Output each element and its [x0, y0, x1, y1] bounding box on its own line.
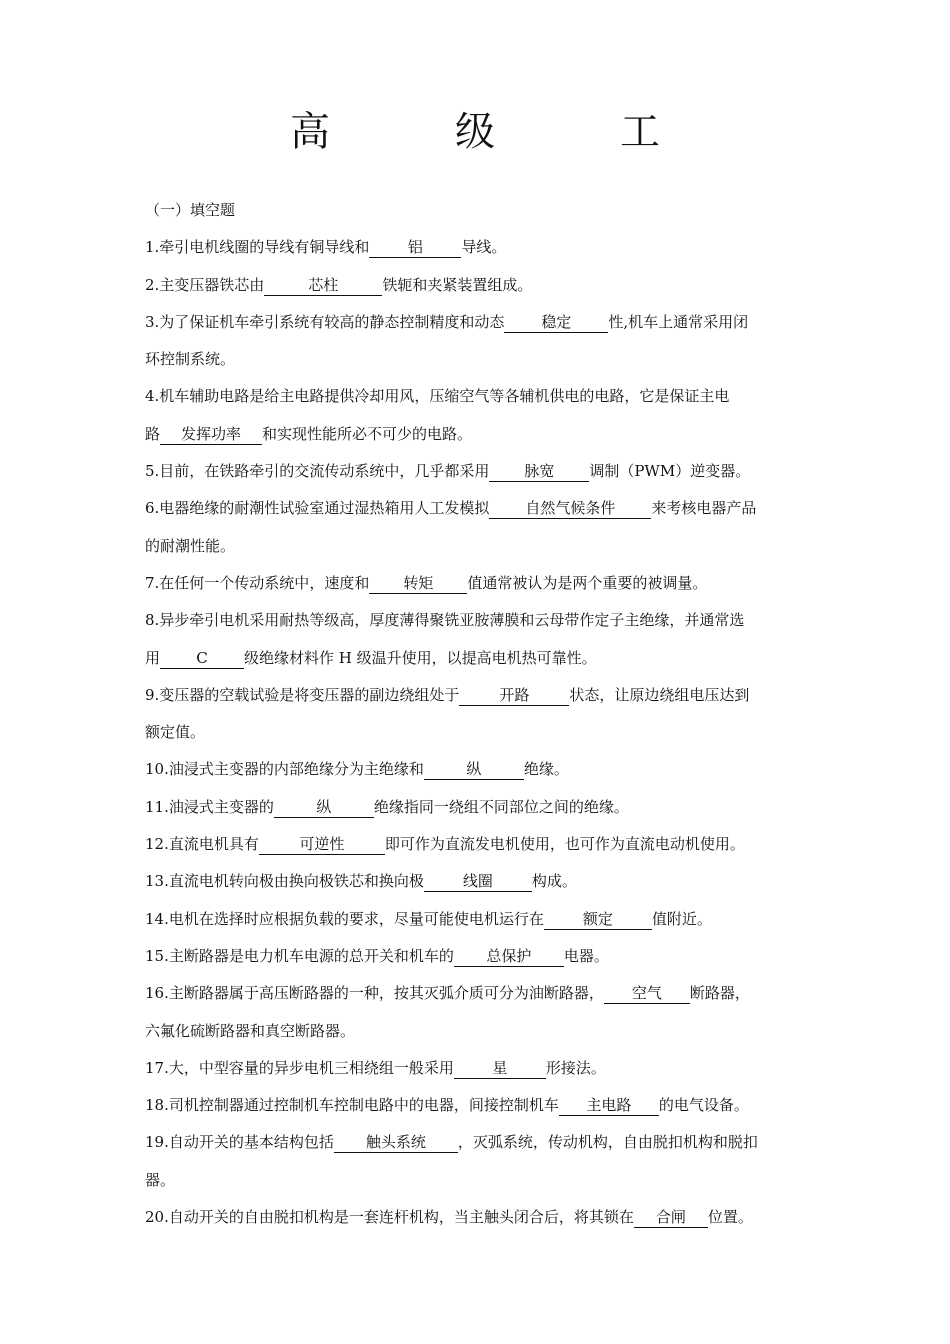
question-line — [145, 416, 810, 453]
answer-blank: 开路 — [459, 686, 569, 706]
answer-blank: 主电路 — [559, 1096, 659, 1116]
question-text: 14.电机在选择时应根据负载的要求，尽量可能使电机运行在 — [145, 909, 544, 928]
question-line — [145, 602, 810, 639]
question-line — [145, 751, 810, 788]
answer-blank: 总保护 — [454, 947, 564, 967]
question-text: 17.大，中型容量的异步电机三相绕组一般采用 — [145, 1058, 454, 1077]
question-line — [145, 938, 810, 975]
question-text: 导线。 — [461, 238, 507, 257]
question-text: 1.牵引电机线圈的导线有铜导线和 — [145, 238, 370, 257]
question-text: 和实现性能所必不可少的电路。 — [262, 424, 473, 443]
question-line — [145, 1199, 810, 1236]
question-text: 12.直流电机具有 — [145, 835, 259, 854]
question-text: 18.司机控制器通过控制机车控制电路中的电器，间接控制机车 — [145, 1096, 559, 1115]
question-line — [145, 1050, 810, 1087]
question-text: 19.自动开关的基本结构包括 — [145, 1133, 334, 1152]
question-text: 的耐潮性能。 — [145, 536, 236, 555]
question-text: 断路器， — [689, 984, 750, 1003]
page-title — [0, 106, 950, 158]
question-line — [145, 229, 810, 266]
question-text: 10.油浸式主变器的内部绝缘分为主绝缘和 — [145, 760, 424, 779]
answer-blank: C — [160, 649, 244, 669]
question-text: 5.目前，在铁路牵引的交流传动系统中，几乎都采用 — [145, 462, 490, 481]
question-text: 器。 — [145, 1170, 176, 1189]
answer-blank: 线圈 — [424, 872, 532, 892]
question-line — [145, 714, 810, 751]
question-text: 值附近。 — [651, 909, 712, 928]
question-text: 的电气设备。 — [658, 1096, 749, 1115]
question-text: 性,机车上通常采用闭 — [608, 312, 749, 331]
question-line — [145, 901, 810, 938]
question-text: 形接法。 — [545, 1058, 606, 1077]
question-line — [145, 677, 810, 714]
question-text: 状态，让原边绕组电压达到 — [569, 685, 750, 704]
question-text: 3.为了保证机车牵引系统有较高的静态控制精度和动态 — [145, 312, 505, 331]
answer-blank: 芯柱 — [264, 276, 382, 296]
answer-blank: 铝 — [369, 238, 461, 258]
question-text: 路 — [145, 424, 161, 443]
question-text: 6.电器绝缘的耐潮性试验室通过湿热箱用人工发模拟 — [145, 499, 490, 518]
question-text: 用 — [145, 648, 161, 667]
question-text: 来考核电器产品 — [651, 499, 757, 518]
question-text: 绝缘指同一绕组不同部位之间的绝缘。 — [373, 797, 629, 816]
question-text: 额定值。 — [145, 723, 206, 742]
question-text: 13.直流电机转向极由换向极铁芯和换向极 — [145, 872, 424, 891]
answer-blank: 转矩 — [369, 574, 467, 594]
question-text: 7.在任何一个传动系统中，速度和 — [145, 573, 370, 592]
question-text: 9.变压器的空载试验是将变压器的副边绕组处于 — [145, 685, 460, 704]
question-text: 构成。 — [531, 872, 577, 891]
question-text: 20.自动开关的自由脱扣机构是一套连杆机构，当主触头闭合后，将其锁在 — [145, 1208, 634, 1227]
question-text: 绝缘。 — [523, 760, 569, 779]
question-line — [145, 565, 810, 602]
question-line — [145, 789, 810, 826]
question-text: 15.主断路器是电力机车电源的总开关和机车的 — [145, 946, 454, 965]
question-line — [145, 975, 810, 1012]
title-char: 高 — [290, 109, 330, 155]
question-line — [145, 826, 810, 863]
question-line — [145, 304, 810, 341]
question-text: ，灭弧系统，传动机构，自由脱扣机构和脱扣 — [457, 1133, 758, 1152]
question-text: 2.主变压器铁芯由 — [145, 275, 265, 294]
question-text: 位置。 — [707, 1208, 753, 1227]
question-text: 级绝缘材料作 H 级温升使用，以提高电机热可靠性。 — [244, 648, 597, 667]
answer-blank: 发挥功率 — [160, 425, 262, 445]
answer-blank: 纵 — [274, 798, 374, 818]
question-text: 即可作为直流发电机使用，也可作为直流电动机使用。 — [384, 835, 745, 854]
answer-blank: 空气 — [604, 984, 690, 1004]
question-line — [145, 640, 810, 677]
question-list — [145, 192, 810, 1236]
question-text: 8.异步牵引电机采用耐热等级高，厚度薄得聚铣亚胺薄膜和云母带作定子主绝缘，并通常选 — [145, 611, 745, 630]
question-line — [145, 1087, 810, 1124]
answer-blank: 脉宽 — [489, 462, 589, 482]
question-line — [145, 1162, 810, 1199]
question-line — [145, 341, 810, 378]
answer-blank: 纵 — [424, 760, 524, 780]
question-text: 11.油浸式主变器的 — [145, 797, 274, 816]
question-text: 4.机车辅助电路是给主电路提供冷却用风，压缩空气等各辅机供电的电路，它是保证主电 — [145, 387, 730, 406]
question-text: 值通常被认为是两个重要的被调量。 — [467, 573, 708, 592]
answer-blank: 星 — [454, 1059, 546, 1079]
question-line — [145, 490, 810, 527]
section-heading: （一）填空题 — [145, 201, 236, 219]
question-text: 电器。 — [563, 946, 609, 965]
question-line — [145, 267, 810, 304]
question-line — [145, 863, 810, 900]
question-line — [145, 453, 810, 490]
question-lines — [145, 229, 810, 1236]
answer-blank: 自然气候条件 — [489, 499, 651, 519]
question-line — [145, 1124, 810, 1161]
answer-blank: 稳定 — [504, 313, 608, 333]
question-line — [145, 528, 810, 565]
title-char: 级 — [455, 109, 495, 155]
question-text: 铁轭和夹紧装置组成。 — [382, 275, 533, 294]
question-text: 环控制系统。 — [145, 350, 236, 369]
answer-blank: 触头系统 — [334, 1133, 458, 1153]
question-text: 六氟化硫断路器和真空断路器。 — [145, 1021, 356, 1040]
question-line — [145, 378, 810, 415]
answer-blank: 合闸 — [634, 1208, 708, 1228]
question-line — [145, 1013, 810, 1050]
question-text: 16.主断路器属于高压断路器的一种，按其灭弧介质可分为油断路器， — [145, 984, 604, 1003]
title-char: 工 — [620, 109, 660, 155]
answer-blank: 可逆性 — [259, 835, 385, 855]
question-text: 调制（PWM）逆变器。 — [589, 462, 751, 481]
answer-blank: 额定 — [544, 910, 652, 930]
